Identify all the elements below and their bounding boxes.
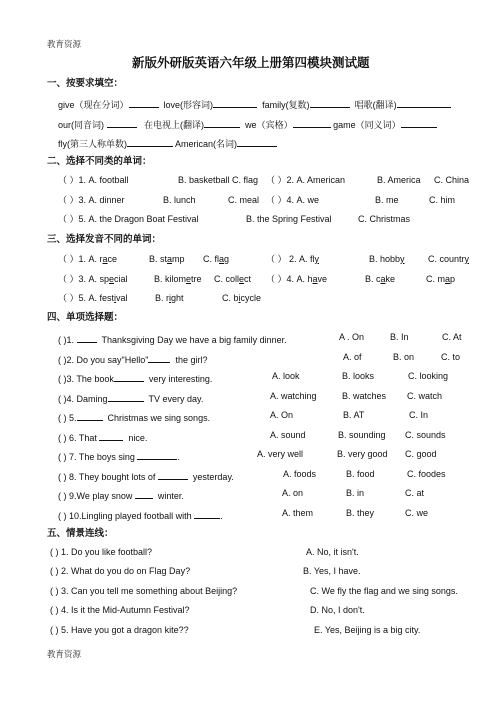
s3-item-4-c: C. map [426,274,456,284]
section-1-line-3: fly(第三人称单数) American(名词) [58,137,277,149]
s2-item-4: （ ）4. A. we [266,195,320,205]
s4-q3: ( )3. The book very interesting. [58,374,213,384]
s3-item-3-b: B. kilometre [154,274,202,284]
s4-q10-c: C. we [405,508,429,518]
s4-q3-a: A. look [272,371,300,381]
s4-q2-c: C. to [441,352,461,362]
s3-item-3-c: C. collect [214,274,252,284]
s4-q8-b: B. food [346,469,375,479]
s2-item-1-b: B. basketball [178,175,230,185]
s4-q2-a: A. of [343,352,362,362]
s3-item-2: （ ） 2. A. fly [266,254,320,264]
s4-q1-b: B. In [390,332,409,342]
s4-q4-b: B. watches [342,391,387,401]
s4-q7: ( ) 7. The boys sing . [58,452,180,462]
s3-item-1-b: B. stamp [149,254,185,264]
s4-q9-b: B. in [346,488,365,498]
s4-q8: ( ) 8. They bought lots of yesterday. [58,472,234,482]
s4-q8-a: A. foods [283,469,317,479]
s5-q5: ( ) 5. Have you got a dragon kite?? [50,625,189,635]
section-1-heading: 一、按要求填空： [47,78,124,89]
s4-q1-a: A . On [339,332,365,342]
s4-q10-b: B. they [346,508,375,518]
s3-item-2-b: B. hobby [369,254,405,264]
s3-item-5: （ ）5. A. festival [58,293,128,303]
s2-item-5: （ ）5. A. the Dragon Boat Festival [58,214,199,224]
s4-q2: ( )2. Do you say"Hello" the girl? [58,355,208,365]
s4-q9-c: C. at [405,488,425,498]
s3-item-4: （ ）4. A. have [266,274,328,284]
s5-a3: C. We fly the flag and we sing songs. [310,586,458,596]
s3-item-1-c: C. flag [203,254,230,264]
s3-item-3: （ ）3. A. special [58,274,128,284]
s4-q4: ( )4. Daming TV every day. [58,394,204,404]
s4-q6: ( ) 6. That nice. [58,433,148,443]
page-footer: 教育资源 [47,650,82,660]
section-2-heading: 二、选择不同类的单词： [47,156,152,167]
s5-a1: A. No, it isn't. [306,547,359,557]
s2-item-3-c: C. meal [228,195,260,205]
s4-q5-b: B. AT [343,410,365,420]
s4-q3-b: B. looks [342,371,375,381]
s2-item-4-c: C. him [429,195,456,205]
s4-q6-c: C. sounds [405,430,446,440]
s4-q10: ( ) 10.Lingling played football with . [58,511,223,521]
s3-item-2-c: C. country [428,254,470,264]
s4-q1: ( )1. Thanksgiving Day we have a big family dinner. [58,335,287,345]
page-header: 教育资源 [47,40,82,50]
s4-q5-c: C. In [409,410,429,420]
page-title: 新版外研版英语六年级上册第四模块测试题 [132,55,370,70]
s2-item-2-b: B. America [377,175,421,185]
s5-q4: ( ) 4. Is it the Mid-Autumn Festival? [50,605,190,615]
s2-item-5-b: B. the Spring Festival [246,214,332,224]
s5-a5: E. Yes, Beijing is a big city. [314,625,421,635]
s4-q7-c: C. good [405,449,437,459]
s2-item-3: （ ）3. A. dinner [58,195,125,205]
s5-a2: B. Yes, I have. [303,566,361,576]
s3-item-1: （ ）1. A. race [58,254,118,264]
s3-item-5-c: C. bicycle [222,293,262,303]
s4-q4-c: C. watch [407,391,443,401]
s2-item-4-b: B. me [375,195,399,205]
s5-q3: ( ) 3. Can you tell me something about Beijing? [50,586,238,596]
s3-item-5-b: B. right [155,293,184,303]
section-1-line-1: give（现在分词） love(形容词) family(复数) 唱歌(翻译) [58,98,451,110]
s3-item-4-b: B. cake [365,274,396,284]
section-5-heading: 五、情景连线： [47,528,114,539]
s4-q9: ( ) 9.We play snow winter. [58,491,184,501]
s5-q2: ( ) 2. What do you do on Flag Day? [50,566,191,576]
s5-q1: ( ) 1. Do you like football? [50,547,153,557]
s4-q9-a: A. on [282,488,304,498]
s2-item-1-c: C. flag [232,175,259,185]
s2-item-2: （ ）2. A. American [266,175,346,185]
s2-item-2-c: C. China [434,175,470,185]
section-1-line-2: our(同音词) 在电视上(翻译) we（宾格） game（同义词） [58,118,437,130]
section-4-heading: 四、单项选择题： [47,312,124,323]
section-3-heading: 三、选择发音不同的单词： [47,234,162,245]
s4-q3-c: C. looking [408,371,449,381]
s2-item-1: （ ）1. A. football [58,175,129,185]
s4-q10-a: A. them [282,508,314,518]
s4-q5: ( ) 5. Christmas we sing songs. [58,413,211,423]
s4-q8-c: C. foodes [407,469,446,479]
s4-q1-c: C. At [442,332,462,342]
s4-q6-b: B. sounding [338,430,386,440]
s4-q4-a: A. watching [270,391,317,401]
s5-a4: D. No, I don't. [310,605,365,615]
s4-q7-a: A. very well [257,449,304,459]
s4-q5-a: A. On [270,410,294,420]
s2-item-5-c: C. Christmas [358,214,411,224]
s2-item-3-b: B. lunch [163,195,196,205]
s4-q7-b: B. very good [337,449,388,459]
s4-q2-b: B. on [393,352,415,362]
s4-q6-a: A. sound [270,430,306,440]
